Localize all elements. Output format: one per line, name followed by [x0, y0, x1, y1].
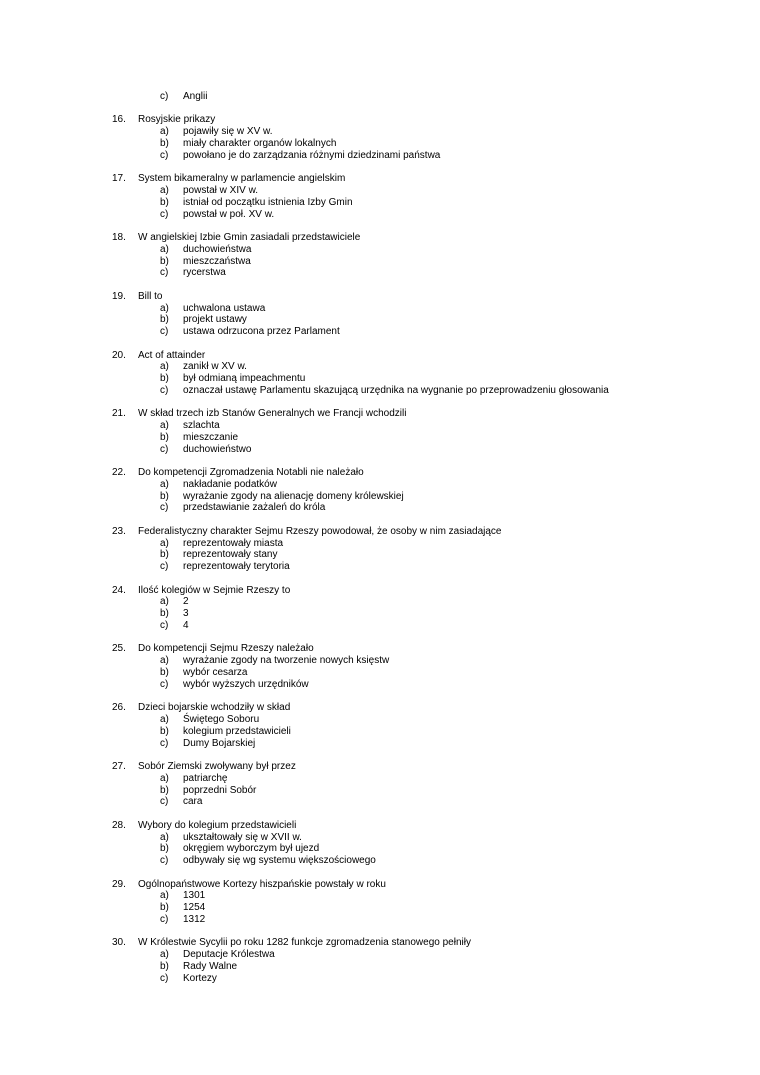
option-letter: a)	[160, 361, 169, 373]
option-text: Dumy Bojarskiej	[183, 737, 256, 749]
answer-option	[0, 961, 760, 973]
option-text: nakładanie podatków	[183, 478, 277, 490]
question-header	[0, 408, 760, 420]
option-text: Anglii	[183, 91, 208, 102]
question-header	[0, 114, 760, 126]
option-text: mieszczaństwa	[183, 255, 251, 267]
option-text: pojawiły się w XV w.	[183, 126, 273, 138]
answer-option	[0, 150, 760, 162]
option-text: wyrażanie zgody na alienację domeny królewskiej	[183, 490, 404, 502]
answer-option	[0, 796, 760, 808]
question-number: 23.	[112, 525, 126, 537]
answer-option	[0, 655, 760, 667]
answer-option	[0, 785, 760, 797]
option-letter: a)	[160, 126, 169, 138]
answer-option	[0, 491, 760, 503]
answer-option	[0, 244, 760, 256]
question-header	[0, 232, 760, 244]
question-item	[0, 643, 760, 690]
option-text: ustawa odrzucona przez Parlament	[183, 326, 340, 338]
answer-option	[0, 561, 760, 573]
option-letter: b)	[160, 960, 169, 972]
option-letter: c)	[160, 384, 169, 396]
question-item	[0, 937, 760, 984]
option-letter: b)	[160, 608, 169, 620]
answer-option	[0, 902, 760, 914]
question-text: W Królestwie Sycylii po roku 1282 funkcje zgromadzenia stanowego pełniły	[138, 937, 471, 949]
question-text: Ogólnopaństwowe Kortezy hiszpańskie powstały w roku	[138, 878, 386, 890]
option-text: zanikł w XV w.	[183, 361, 247, 373]
option-text: 4	[183, 620, 189, 632]
option-text: wybór wyższych urzędników	[183, 678, 309, 690]
option-letter: a)	[160, 890, 169, 902]
question-header	[0, 467, 760, 479]
option-letter: c)	[160, 91, 169, 102]
option-letter: a)	[160, 949, 169, 961]
option-letter: b)	[160, 725, 169, 737]
question-item	[0, 232, 760, 279]
option-letter: a)	[160, 184, 169, 196]
question-number: 18.	[112, 231, 126, 243]
question-item	[0, 879, 760, 926]
option-letter: b)	[160, 490, 169, 502]
question-header	[0, 585, 760, 597]
option-letter: c)	[160, 737, 169, 749]
question-item	[0, 820, 760, 867]
option-text: wybór cesarza	[183, 667, 248, 679]
question-text: Rosyjskie prikazy	[138, 114, 216, 126]
answer-option	[0, 373, 760, 385]
option-text: powstał w poł. XV w.	[183, 208, 275, 220]
answer-option	[0, 326, 760, 338]
question-number: 26.	[112, 702, 126, 714]
answer-option	[0, 855, 760, 867]
option-text: Rady Walne	[183, 960, 238, 972]
option-letter: b)	[160, 667, 169, 679]
option-text: oznaczał ustawę Parlamentu skazującą urzędnika na wygnanie po przeprowadzeniu głosowania	[183, 384, 609, 396]
answer-option	[0, 432, 760, 444]
option-letter: b)	[160, 373, 169, 385]
question-text: Federalistyczny charakter Sejmu Rzeszy powodował, że osoby w nim zasiadające	[138, 525, 502, 537]
answer-option	[0, 738, 760, 750]
option-letter: a)	[160, 537, 169, 549]
answer-option	[0, 596, 760, 608]
option-letter: c)	[160, 267, 169, 279]
question-text: W angielskiej Izbie Gmin zasiadali przedstawiciele	[138, 231, 361, 243]
option-letter: a)	[160, 655, 169, 667]
answer-option	[0, 303, 760, 315]
option-letter: a)	[160, 302, 169, 314]
answer-option	[0, 890, 760, 902]
question-text: W skład trzech izb Stanów Generalnych we Francji wchodzili	[138, 408, 407, 420]
question-item	[0, 761, 760, 808]
answer-option	[0, 726, 760, 738]
answer-option	[0, 126, 760, 138]
option-letter: a)	[160, 420, 169, 432]
answer-option	[0, 314, 760, 326]
option-text: istniał od początku istnienia Izby Gmin	[183, 196, 353, 208]
answer-option	[0, 538, 760, 550]
question-number: 19.	[112, 290, 126, 302]
answer-option	[0, 197, 760, 209]
option-text: Świętego Soboru	[183, 714, 260, 725]
option-letter: c)	[160, 796, 169, 808]
option-letter: a)	[160, 596, 169, 608]
option-letter: b)	[160, 431, 169, 443]
answer-option	[0, 843, 760, 855]
option-letter: a)	[160, 831, 169, 843]
option-text: Kortezy	[183, 972, 217, 984]
question-item	[0, 702, 760, 749]
question-item	[0, 173, 760, 220]
option-letter: c)	[160, 208, 169, 220]
option-text: 1312	[183, 913, 206, 925]
option-text: reprezentowały stany	[183, 549, 278, 561]
option-text: odbywały się wg systemu większościowego	[183, 855, 376, 867]
answer-option	[0, 620, 760, 632]
option-text: reprezentowały terytoria	[183, 561, 290, 573]
option-text: 3	[183, 608, 189, 620]
option-letter: a)	[160, 772, 169, 784]
option-text: cara	[183, 796, 203, 808]
option-text: projekt ustawy	[183, 314, 247, 326]
question-header	[0, 643, 760, 655]
question-header	[0, 702, 760, 714]
option-text: kolegium przedstawicieli	[183, 725, 291, 737]
option-letter: b)	[160, 843, 169, 855]
question-item	[0, 408, 760, 455]
answer-option	[0, 973, 760, 985]
question-item	[0, 467, 760, 514]
answer-option	[0, 667, 760, 679]
option-letter: c)	[160, 149, 169, 161]
option-letter: c)	[160, 678, 169, 690]
question-item	[0, 114, 760, 161]
option-letter: b)	[160, 784, 169, 796]
answer-option	[0, 385, 760, 397]
answer-option	[0, 91, 760, 103]
option-text: mieszczanie	[183, 431, 239, 443]
answer-option	[0, 714, 760, 726]
answer-option	[0, 444, 760, 456]
option-letter: b)	[160, 549, 169, 561]
option-text: reprezentowały miasta	[183, 537, 284, 549]
option-letter: c)	[160, 855, 169, 867]
question-item	[0, 291, 760, 338]
question-text: Ilość kolegiów w Sejmie Rzeszy to	[138, 584, 291, 596]
option-letter: c)	[160, 620, 169, 632]
question-text: System bikameralny w parlamencie angielskim	[138, 173, 346, 185]
question-header	[0, 291, 760, 303]
question-text: Act of attainder	[138, 349, 206, 361]
option-text: poprzedni Sobór	[183, 784, 257, 796]
option-text: był odmianą impeachmentu	[183, 373, 306, 385]
question-header	[0, 761, 760, 773]
question-item	[0, 526, 760, 573]
option-letter: b)	[160, 255, 169, 267]
question-item	[0, 585, 760, 632]
question-number: 17.	[112, 173, 126, 185]
option-letter: c)	[160, 561, 169, 573]
answer-option	[0, 361, 760, 373]
option-letter: c)	[160, 972, 169, 984]
answer-option	[0, 502, 760, 514]
option-text: ukształtowały się w XVII w.	[183, 831, 302, 843]
option-letter: b)	[160, 314, 169, 326]
option-text: powstał w XIV w.	[183, 184, 259, 196]
option-text: powołano je do zarządzania różnymi dziedzinami państwa	[183, 149, 441, 161]
question-header	[0, 350, 760, 362]
option-letter: a)	[160, 478, 169, 490]
option-text: patriarchę	[183, 772, 228, 784]
question-number: 22.	[112, 467, 126, 479]
answer-option	[0, 256, 760, 268]
answer-option	[0, 209, 760, 221]
question-number: 28.	[112, 819, 126, 831]
question-header	[0, 173, 760, 185]
question-text: Wybory do kolegium przedstawicieli	[138, 819, 297, 831]
answer-option	[0, 138, 760, 150]
option-letter: c)	[160, 502, 169, 514]
answer-option	[0, 420, 760, 432]
question-item	[0, 350, 760, 397]
option-text: rycerstwa	[183, 267, 226, 279]
option-text: Deputacje Królestwa	[183, 949, 275, 961]
question-header	[0, 937, 760, 949]
answer-option	[0, 549, 760, 561]
question-header	[0, 820, 760, 832]
answer-option	[0, 949, 760, 961]
option-text: duchowieństwa	[183, 243, 252, 255]
question-number: 25.	[112, 643, 126, 655]
question-text: Do kompetencji Sejmu Rzeszy należało	[138, 643, 314, 655]
question-number: 24.	[112, 584, 126, 596]
option-letter: b)	[160, 137, 169, 149]
answer-option	[0, 267, 760, 279]
option-letter: c)	[160, 913, 169, 925]
question-header	[0, 879, 760, 891]
answer-option	[0, 679, 760, 691]
answer-option	[0, 608, 760, 620]
option-text: 2	[183, 596, 189, 608]
option-letter: a)	[160, 714, 169, 725]
option-text: duchowieństwo	[183, 443, 252, 455]
option-text: 1301	[183, 890, 206, 902]
question-number: 29.	[112, 878, 126, 890]
option-text: okręgiem wyborczym był ujezd	[183, 843, 320, 855]
option-letter: b)	[160, 196, 169, 208]
option-letter: a)	[160, 243, 169, 255]
option-text: 1254	[183, 902, 206, 914]
question-text: Sobór Ziemski zwoływany był przez	[138, 760, 296, 772]
question-header	[0, 526, 760, 538]
option-text: uchwalona ustawa	[183, 302, 266, 314]
answer-option	[0, 914, 760, 926]
answer-option	[0, 185, 760, 197]
option-letter: b)	[160, 902, 169, 914]
option-letter: c)	[160, 326, 169, 338]
option-text: przedstawianie zażaleń do króla	[183, 502, 326, 514]
answer-option	[0, 832, 760, 844]
question-number: 27.	[112, 760, 126, 772]
question-number: 20.	[112, 349, 126, 361]
answer-option	[0, 773, 760, 785]
question-number: 16.	[112, 114, 126, 126]
question-text: Dzieci bojarskie wchodziły w skład	[138, 702, 291, 714]
question-text: Bill to	[138, 290, 163, 302]
option-text: szlachta	[183, 420, 220, 432]
option-text: miały charakter organów lokalnych	[183, 137, 337, 149]
question-number: 21.	[112, 408, 126, 420]
option-letter: c)	[160, 443, 169, 455]
question-text: Do kompetencji Zgromadzenia Notabli nie należało	[138, 467, 364, 479]
answer-option	[0, 479, 760, 491]
option-text: wyrażanie zgody na tworzenie nowych księstw	[183, 655, 390, 667]
question-number: 30.	[112, 937, 126, 949]
